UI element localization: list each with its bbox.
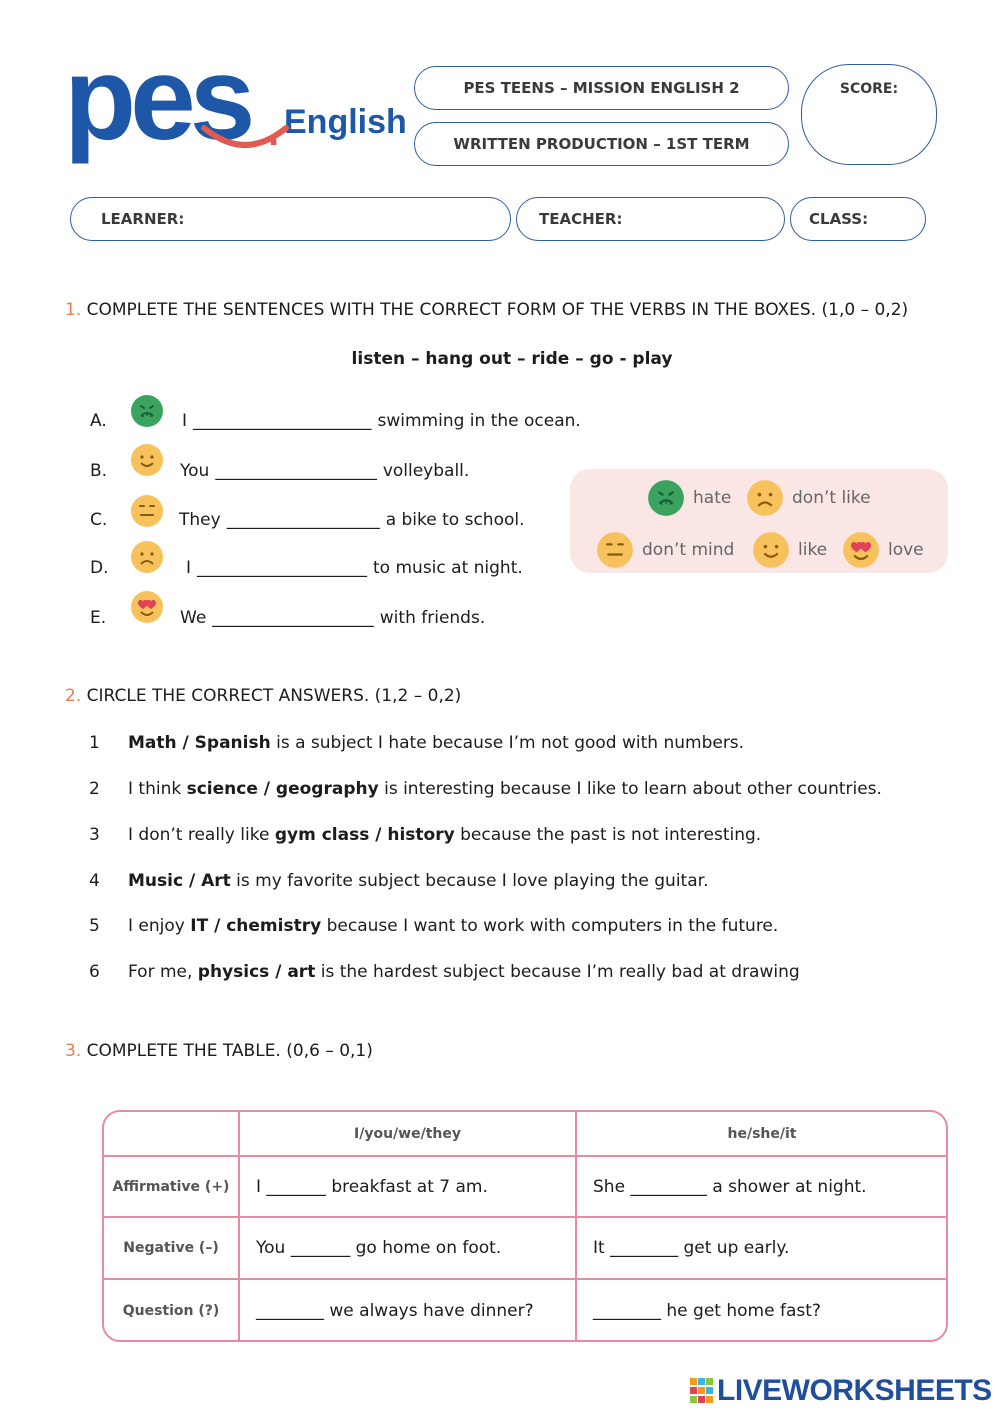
answer-blank[interactable]: __________________ <box>226 510 380 530</box>
item-pre: I don’t really like <box>128 825 275 845</box>
teacher-field[interactable] <box>516 197 785 241</box>
item-number: 4 <box>89 871 100 891</box>
item-letter: A. <box>90 411 107 431</box>
teacher-label: TEACHER: <box>539 210 623 228</box>
answer-options[interactable]: IT / chemistry <box>190 916 322 936</box>
liveworksheets-logo <box>690 1374 992 1408</box>
answer-blank[interactable]: ___________________ <box>215 461 377 481</box>
hate-face-icon <box>647 479 685 517</box>
word-bank: listen – hang out – ride – go - play <box>351 349 673 369</box>
item-rest: with friends. <box>379 608 486 628</box>
item-letter: D. <box>90 558 109 578</box>
answer-options[interactable]: physics / art <box>197 962 316 982</box>
legend-dont-like-label: don’t like <box>792 488 871 508</box>
legend-dont-like <box>746 479 871 517</box>
item-subject: We <box>180 608 207 628</box>
item-pre: For me, <box>128 962 198 982</box>
logo-smile-icon <box>200 122 290 158</box>
q1-number: 1. <box>65 300 82 320</box>
q1-item-e <box>90 593 485 643</box>
table-cell[interactable]: I _______ breakfast at 7 am. <box>256 1176 488 1197</box>
like-face-icon <box>752 531 790 569</box>
dont-like-face-icon <box>130 540 164 574</box>
table-cell[interactable]: It ________ get up early. <box>593 1238 790 1258</box>
legend-love <box>842 531 924 569</box>
row-header-affirmative: Affirmative (+) <box>112 1178 230 1195</box>
item-rest: swimming in the ocean. <box>377 411 581 431</box>
row-header-negative: Negative (–) <box>123 1240 219 1256</box>
liveworksheets-grid-icon <box>690 1378 714 1404</box>
score-label: SCORE: <box>839 81 899 97</box>
item-rest: to music at night. <box>373 558 523 578</box>
verb-table <box>102 1110 948 1342</box>
col-header-plural: I/you/we/they <box>354 1125 461 1142</box>
answer-options[interactable]: Math / Spanish <box>128 733 271 753</box>
item-subject: I <box>182 411 188 431</box>
item-subject: They <box>179 510 221 530</box>
table-cell[interactable]: ________ he get home fast? <box>593 1301 821 1321</box>
item-rest: volleyball. <box>382 461 470 481</box>
q1-heading <box>65 300 908 320</box>
q3-title: COMPLETE THE TABLE. (0,6 – 0,1) <box>86 1041 373 1061</box>
like-face-icon <box>130 443 164 477</box>
item-number: 5 <box>89 916 100 936</box>
q2-heading <box>65 686 461 706</box>
answer-blank[interactable]: ___________________ <box>212 608 374 628</box>
q3-number: 3. <box>65 1041 82 1061</box>
item-post: because the past is not interesting. <box>454 825 762 845</box>
item-number: 2 <box>89 779 100 799</box>
legend-like-label: like <box>798 540 828 560</box>
answer-blank[interactable]: _____________________ <box>193 411 372 431</box>
love-face-icon <box>130 590 164 624</box>
answer-options[interactable]: gym class / history <box>274 825 455 845</box>
q2-item-3 <box>89 825 761 845</box>
q2-title: CIRCLE THE CORRECT ANSWERS. (1,2 – 0,2) <box>86 686 462 706</box>
q1-item-c <box>90 495 525 545</box>
item-number: 1 <box>89 733 100 753</box>
legend-dont-mind <box>596 531 734 569</box>
q2-number: 2. <box>65 686 82 706</box>
item-letter: B. <box>90 461 108 481</box>
hate-face-icon <box>130 394 164 428</box>
q1-title: COMPLETE THE SENTENCES WITH THE CORRECT FORM OF THE VERBS IN THE BOXES. (1,0 – 0,2) <box>86 300 909 320</box>
item-post: because I want to work with computers in the future. <box>321 916 779 936</box>
q2-item-1 <box>89 733 744 753</box>
course-title: PES TEENS – MISSION ENGLISH 2 <box>414 66 789 110</box>
item-pre: I think <box>128 779 187 799</box>
test-title: WRITTEN PRODUCTION – 1ST TERM <box>414 122 789 166</box>
row-header-question: Question (?) <box>122 1303 220 1319</box>
legend-love-label: love <box>888 540 924 560</box>
learner-label: LEARNER: <box>101 210 185 228</box>
class-field[interactable] <box>790 197 926 241</box>
legend-like <box>752 531 827 569</box>
item-letter: E. <box>90 608 107 628</box>
class-label: CLASS: <box>809 210 869 228</box>
q2-item-5 <box>89 916 778 936</box>
item-post: is the hardest subject because I’m really bad at drawing <box>315 962 800 982</box>
table-cell[interactable]: ________ we always have dinner? <box>256 1301 534 1321</box>
legend-hate-label: hate <box>693 488 732 508</box>
q3-heading <box>65 1041 373 1061</box>
q2-item-6 <box>89 962 800 982</box>
q1-item-b <box>90 446 469 496</box>
logo-pes: pes <box>64 33 250 165</box>
emoji-legend <box>570 469 948 573</box>
item-number: 3 <box>89 825 100 845</box>
table-cell[interactable]: You _______ go home on foot. <box>256 1238 502 1258</box>
q2-item-2 <box>89 779 882 799</box>
learner-field[interactable] <box>70 197 511 241</box>
q1-item-a <box>90 396 581 446</box>
legend-hate <box>647 479 731 517</box>
dont-mind-face-icon <box>596 531 634 569</box>
answer-options[interactable]: Music / Art <box>128 871 231 891</box>
answer-options[interactable]: science / geography <box>186 779 379 799</box>
item-post: is interesting because I like to learn about other countries. <box>378 779 882 799</box>
item-rest: a bike to school. <box>385 510 525 530</box>
q1-item-d <box>90 543 523 593</box>
logo-english: English <box>284 103 407 141</box>
love-face-icon <box>842 531 880 569</box>
item-letter: C. <box>90 510 108 530</box>
dont-like-face-icon <box>746 479 784 517</box>
answer-blank[interactable]: ____________________ <box>197 558 368 578</box>
col-header-singular: he/she/it <box>727 1125 797 1142</box>
table-cell[interactable]: She _________ a shower at night. <box>593 1176 867 1197</box>
item-post: is a subject I hate because I’m not good with numbers. <box>270 733 745 753</box>
logo-dot: . <box>268 110 280 154</box>
item-number: 6 <box>89 962 100 982</box>
legend-dont-mind-label: don’t mind <box>642 540 735 560</box>
score-box[interactable] <box>801 64 937 165</box>
liveworksheets-text: LIVEWORKSHEETS <box>717 1374 992 1407</box>
item-subject: You <box>180 461 210 481</box>
q2-item-4 <box>89 871 708 891</box>
dont-mind-face-icon <box>130 494 164 528</box>
item-pre: I enjoy <box>128 916 191 936</box>
item-subject: I <box>186 558 192 578</box>
item-post: is my favorite subject because I love playing the guitar. <box>230 871 709 891</box>
